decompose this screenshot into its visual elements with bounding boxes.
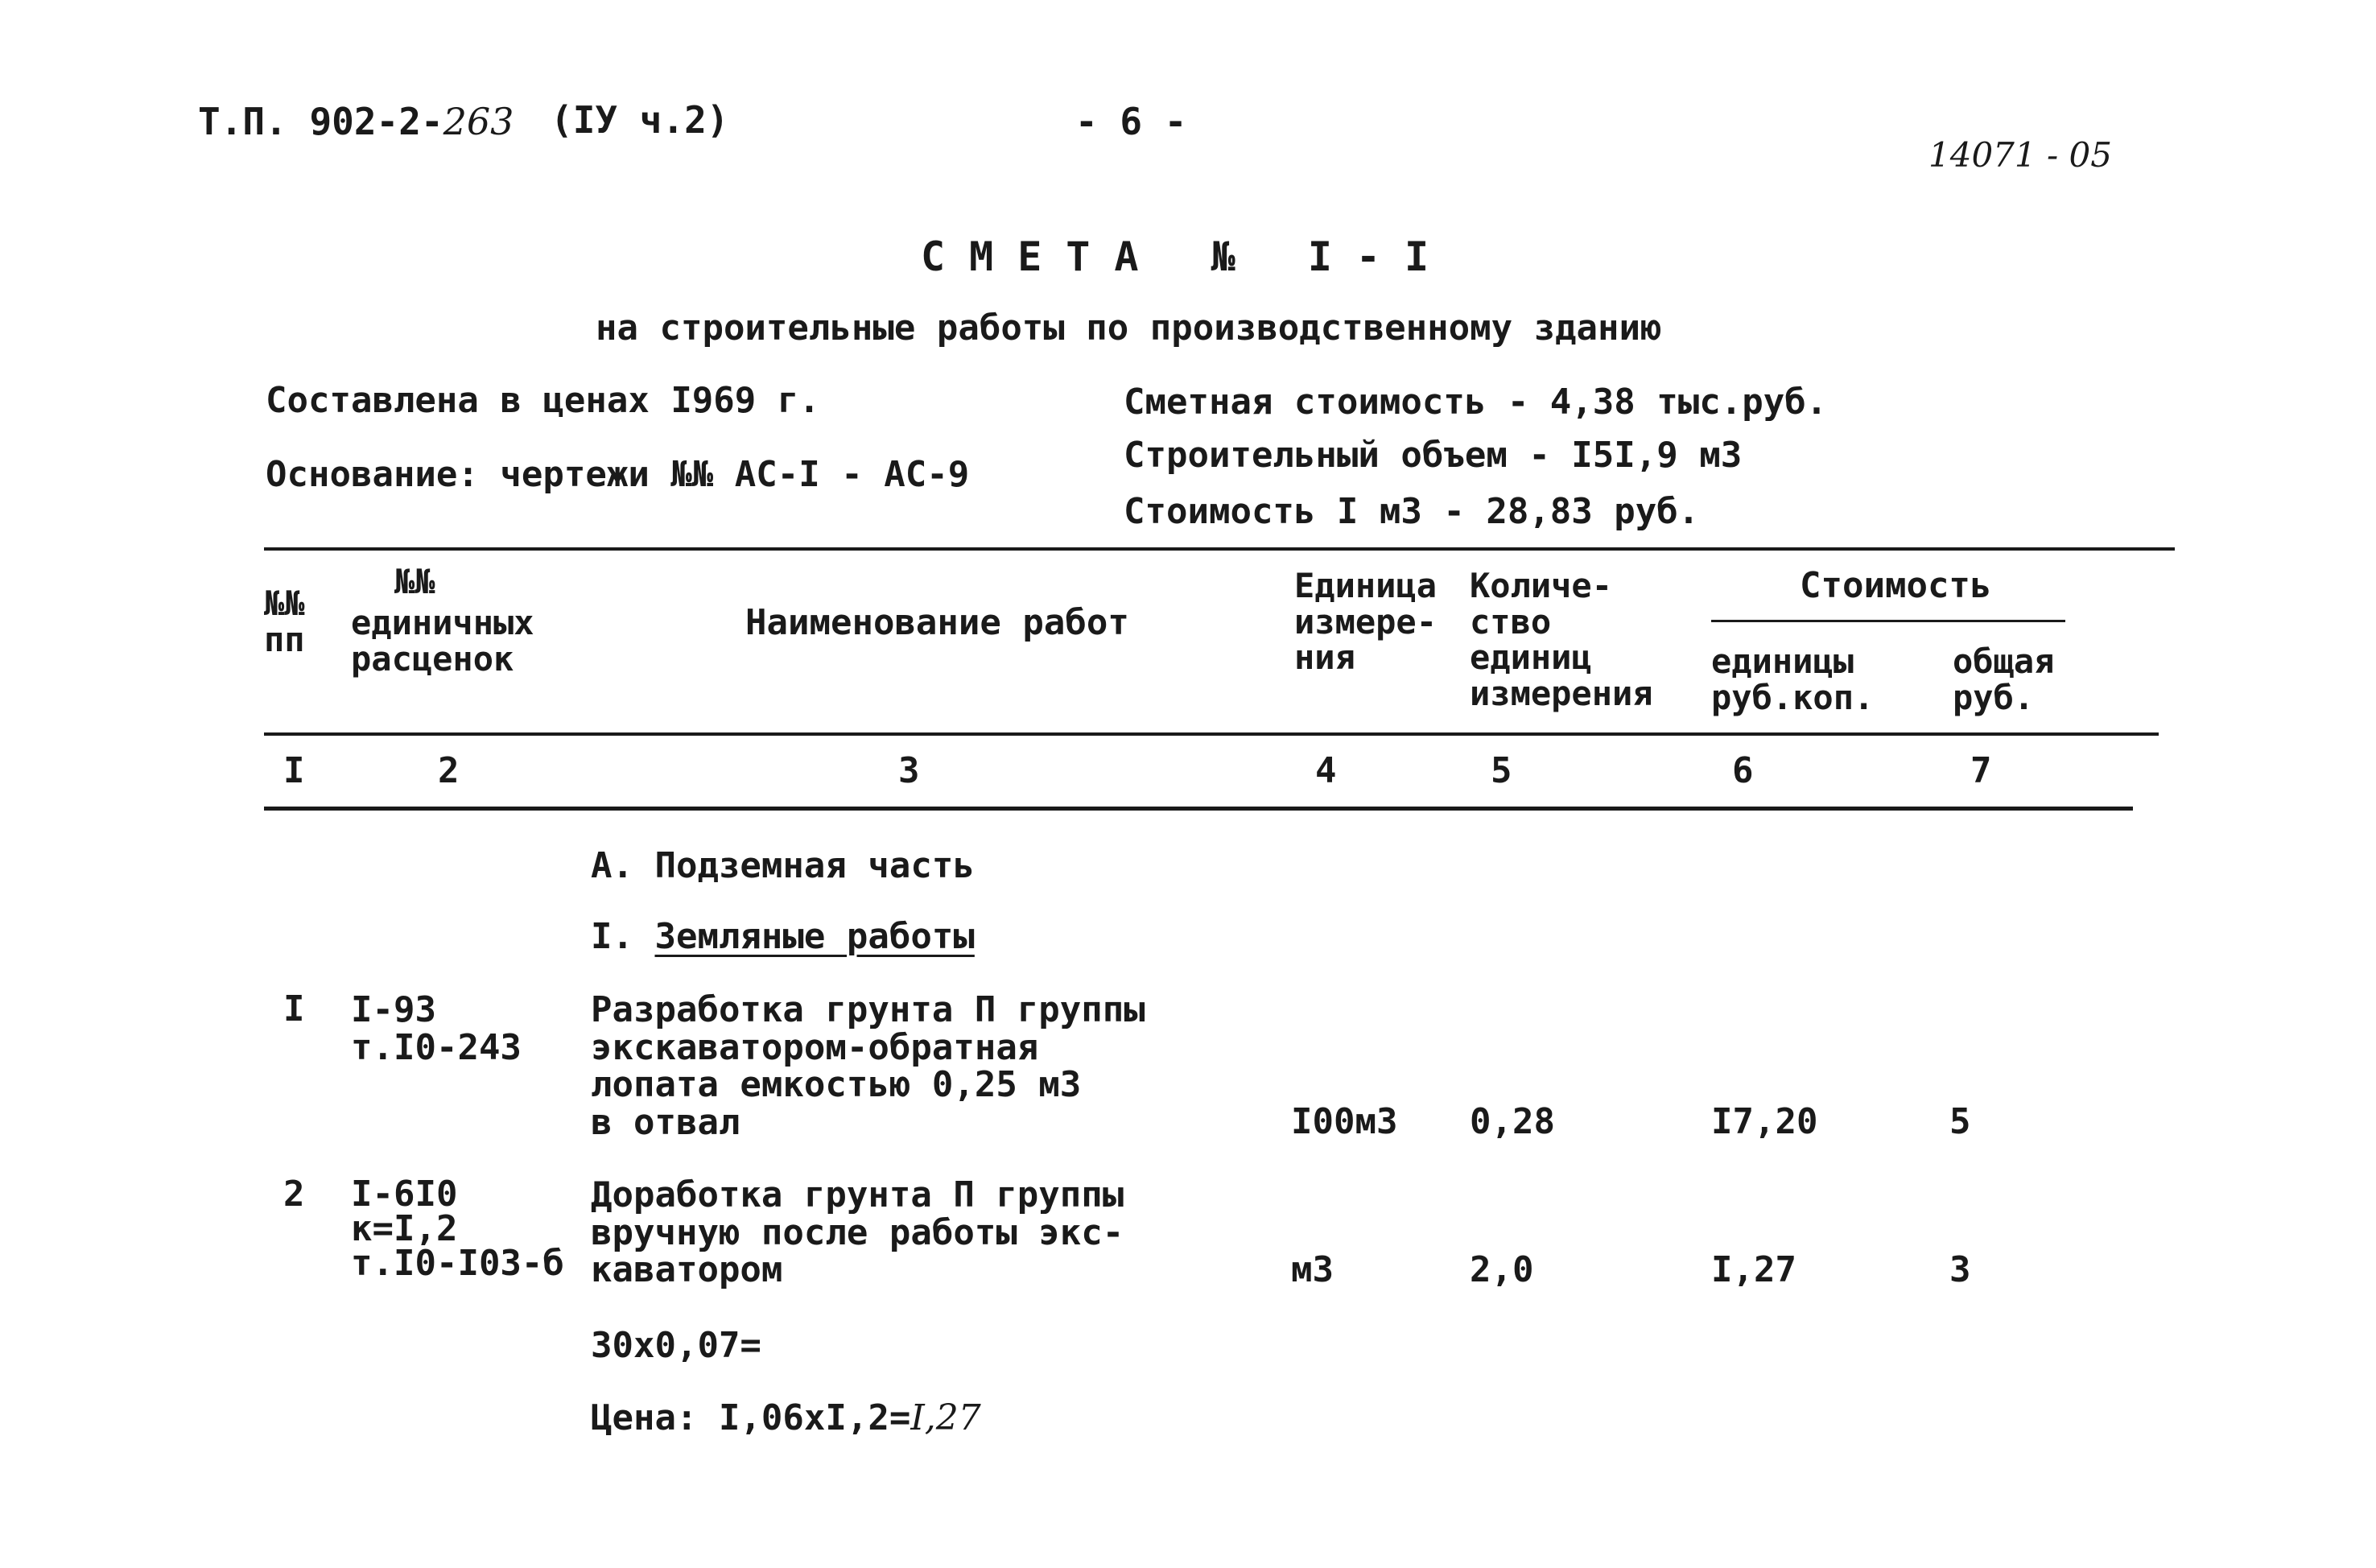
doc-ref-handwritten: 263: [443, 100, 514, 143]
cost-per-m3: Стоимость I м3 - 28,83 руб.: [1124, 491, 1700, 532]
subsection-number: I.: [591, 916, 633, 957]
row-1-quantity: 0,28: [1470, 1101, 1555, 1142]
document-part: (IУ ч.2): [551, 98, 729, 142]
page-number: - 6 -: [1075, 100, 1187, 143]
row-2-work-name: Доработка грунта П группы вручную после работы экс- каватором: [591, 1174, 1124, 1291]
column-number-2: 2: [438, 750, 460, 791]
row-1-unit-cost: I7,20: [1711, 1101, 1818, 1142]
column-number-5: 5: [1491, 750, 1512, 791]
header-col-1: №№ пп: [264, 584, 305, 659]
row-1-rate: I-93 т.I0-243: [351, 989, 522, 1068]
section-heading: А. Подземная часть: [591, 845, 975, 886]
header-col-2: единичных расценок: [351, 603, 534, 679]
price-note-handwritten: I,27: [910, 1397, 981, 1438]
page-title: СМЕТА № I-I: [921, 233, 1454, 280]
row-1-unit: I00м3: [1291, 1101, 1398, 1142]
subsection-title: Земляные работы: [654, 916, 975, 957]
page-subtitle: на строительные работы по производственному зданию: [596, 307, 1662, 349]
construction-volume: Строительный объем - I5I,9 м3: [1124, 435, 1743, 476]
price-note-printed: Цена: I,06хI,2=: [591, 1397, 911, 1438]
row-1-total: 5: [1949, 1101, 1971, 1142]
column-numbers-bottom-rule: [264, 807, 2133, 811]
row-1-number: I: [283, 988, 305, 1030]
subsection-heading: [591, 916, 975, 957]
document-reference: [198, 100, 514, 143]
table-top-rule: [264, 547, 2175, 551]
price-note: [591, 1397, 981, 1438]
doc-ref-printed: Т.П. 902-2-: [198, 100, 443, 143]
row-2-total: 3: [1949, 1249, 1971, 1290]
cost-group-rule: [1711, 620, 2065, 622]
row-2-number: 2: [283, 1174, 305, 1215]
estimated-cost: Сметная стоимость - 4,38 тыс.руб.: [1124, 382, 1828, 423]
header-col-3: Наименование работ: [745, 602, 1129, 643]
header-col-2-marker: №№: [394, 562, 435, 601]
column-number-3: 3: [898, 750, 920, 791]
header-col-7: общая руб.: [1953, 642, 2055, 717]
column-number-7: 7: [1970, 750, 1992, 791]
column-number-1: I: [283, 750, 305, 791]
row-2-rate: I-6I0 к=I,2 т.I0-I03-б: [351, 1174, 564, 1285]
archive-number: 14071 - 05: [1928, 135, 2112, 175]
row-2-unit-cost: I,27: [1711, 1249, 1796, 1290]
header-col-4: Единица измере- ния: [1294, 566, 1438, 678]
header-col-6: единицы руб.коп.: [1711, 642, 1875, 717]
row-2-unit: м3: [1291, 1249, 1334, 1290]
calculation-note: 30х0,07=: [591, 1325, 761, 1366]
prices-year: Составлена в ценах I969 г.: [266, 380, 820, 421]
header-bottom-rule: [264, 732, 2159, 736]
row-1-work-name: Разработка грунта П группы экскаватором-обратная лопата емкостью 0,25 м3 в отвал: [591, 989, 1145, 1143]
header-col-5: Количе- ство единиц измерения: [1470, 566, 1653, 713]
column-number-4: 4: [1315, 750, 1337, 791]
row-2-quantity: 2,0: [1470, 1249, 1534, 1290]
column-number-6: 6: [1732, 750, 1754, 791]
basis-drawings: Основание: чертежи №№ АС-I - АС-9: [266, 454, 970, 495]
header-cost-group: Стоимость: [1800, 565, 1992, 606]
